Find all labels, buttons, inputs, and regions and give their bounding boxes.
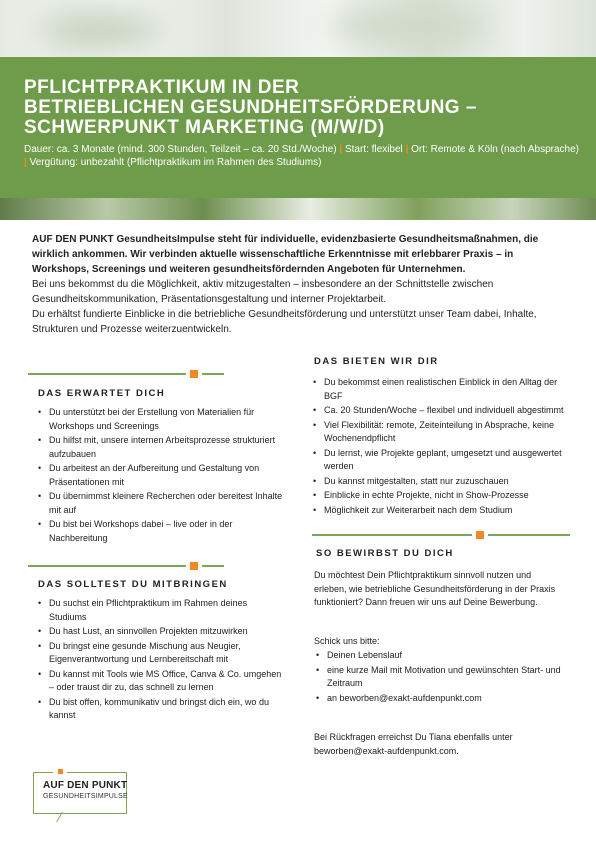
divider-line: [202, 373, 224, 375]
meta-location: Ort: Remote & Köln (nach Absprache): [411, 144, 580, 155]
divider-line: [28, 373, 186, 375]
list-bewerben: [314, 649, 562, 706]
list-item: • Ca. 20 Stunden/Woche – flexibel und individuell abgestimmt: [311, 404, 573, 418]
title-line: SCHWERPUNKT MARKETING (M/W/D): [24, 117, 385, 138]
heading-bewerben: SO BEWIRBST DU DICH: [316, 548, 454, 559]
list-mitbringen: [36, 597, 286, 724]
list-item: • Du unterstützt bei der Erstellung von Materialien für Workshops und Screenings: [36, 406, 286, 433]
list-item: • Du kannst mitgestalten, statt nur zuzuschauen: [311, 475, 573, 489]
list-bieten: [311, 376, 573, 518]
list-item: • Du lernst, wie Projekte geplant, umgesetzt und ausgewertet werden: [311, 447, 573, 474]
meta-compensation: Vergütung: unbezahlt (Pflichtpraktikum im Rahmen des Studiums): [29, 156, 322, 168]
title-line: PFLICHTPRAKTIKUM IN DER: [24, 77, 300, 98]
job-meta: [24, 144, 584, 169]
list-item: • eine kurze Mail mit Motivation und gewünschten Start- und Zeitraum: [314, 664, 562, 691]
divider-line: [28, 565, 186, 567]
section-divider: [28, 369, 224, 379]
list-item: • Du hast Lust, an sinnvollen Projekten mitzuwirken: [36, 625, 286, 639]
intro-lead: AUF DEN PUNKT GesundheitsImpulse steht für individuelle, evidenzbasierte Gesundheitsmaßnahmen, die wirklich ankommen. Wir verbinden aktuelle wissenschaftliche Erkenntnisse mit erlebbarer Praxis – in Workshops, Screenings und weiteren gesundheitsfördernden Angeboten für Unternehmen.: [32, 234, 539, 275]
logo-name: AUF DEN PUNKT: [43, 780, 128, 791]
list-item: • Viel Flexibilität: remote, Zeiteinteilung in Absprache, keine Wochenendpflicht: [311, 419, 573, 446]
heading-mitbringen: DAS SOLLTEST DU MITBRINGEN: [38, 579, 228, 590]
intro-section: [32, 232, 570, 337]
page-title: [24, 78, 584, 138]
hero-photo-strip: [0, 198, 596, 220]
hero-photo-blur: [40, 10, 160, 50]
list-item: • Du bist bei Workshops dabei – live oder in der Nachbereitung: [36, 518, 286, 545]
heading-erwartet: DAS ERWARTET DICH: [38, 388, 166, 399]
divider-line: [488, 534, 570, 536]
list-item: • Du übernimmst kleinere Recherchen oder bereitest Inhalte mit auf: [36, 490, 286, 517]
intro-paragraph: Bei uns bekommst du die Möglichkeit, aktiv mitzugestalten – insbesondere an der Schnittstelle zwischen Gesundheitskommunikation, Präsentationsgestaltung und interner Projektarbeit.: [32, 279, 494, 305]
list-item[interactable]: • an beworben@exakt-aufdenpunkt.com: [314, 692, 562, 706]
logo-dot: [58, 769, 63, 774]
list-item: • Du hilfst mit, unsere internen Arbeitsprozesse strukturiert aufzubauen: [36, 434, 286, 461]
divider-line: [202, 565, 224, 567]
divider-square: [190, 370, 198, 378]
list-item: • Du bist offen, kommunikativ und bringst dich ein, wo du kannst: [36, 696, 286, 723]
company-logo: [33, 772, 133, 822]
contact-text: Bei Rückfragen erreichst Du Tiana ebenfalls unter beworben@exakt-aufdenpunkt.com.: [314, 732, 513, 756]
bewerben-schick: Schick uns bitte:: [314, 636, 380, 646]
list-erwartet: [36, 406, 286, 546]
heading-bieten: DAS BIETEN WIR DIR: [314, 356, 439, 367]
bewerben-intro: Du möchtest Dein Pflichtpraktikum sinnvoll nutzen und erleben, wie betriebliche Gesundheitsförderung in der Praxis funktioniert? Dann freuen wir uns auf Deine Bewerbung.: [314, 570, 556, 607]
section-divider: [312, 530, 570, 540]
meta-start: Start: flexibel: [344, 144, 403, 155]
title-line: BETRIEBLICHEN GESUNDHEITSFÖRDERUNG –: [24, 97, 477, 118]
list-item: • Du suchst ein Pflichtpraktikum im Rahmen deines Studiums: [36, 597, 286, 624]
divider-line: [312, 534, 472, 536]
meta-separator: |: [24, 156, 27, 168]
intro-paragraph: Du erhältst fundierte Einblicke in die betriebliche Gesundheitsförderung und unterstützt unser Team dabei, Inhalte, Strukturen und Prozesse weiterzuentwickeln.: [32, 309, 537, 335]
list-item: • Einblicke in echte Projekte, nicht in Show-Prozesse: [311, 489, 573, 503]
divider-square: [190, 562, 198, 570]
logo-subtitle: GESUNDHEITSIMPULSE: [43, 793, 128, 800]
list-item: • Deinen Lebenslauf: [314, 649, 562, 663]
meta-separator: |: [405, 144, 409, 155]
list-item: • Du bekommst einen realistischen Einblick in den Alltag der BGF: [311, 376, 573, 403]
list-item: • Du arbeitest an der Aufbereitung und Gestaltung von Präsentationen mit: [36, 462, 286, 489]
list-item: • Du kannst mit Tools wie MS Office, Canva & Co. umgehen – oder traust dir zu, das schnell zu lernen: [36, 668, 286, 695]
list-item: • Möglichkeit zur Weiterarbeit nach dem Studium: [311, 504, 573, 518]
list-item: • Du bringst eine gesunde Mischung aus Neugier, Eigenverantwortung und Lernbereitschaft mit: [36, 640, 286, 667]
hero-photo-blur: [330, 6, 490, 46]
divider-square: [476, 531, 484, 539]
meta-separator: |: [339, 144, 343, 155]
section-divider: [28, 561, 224, 571]
meta-duration: Dauer: ca. 3 Monate (mind. 300 Stunden, Teilzeit – ca. 20 Std./Woche): [24, 144, 337, 155]
